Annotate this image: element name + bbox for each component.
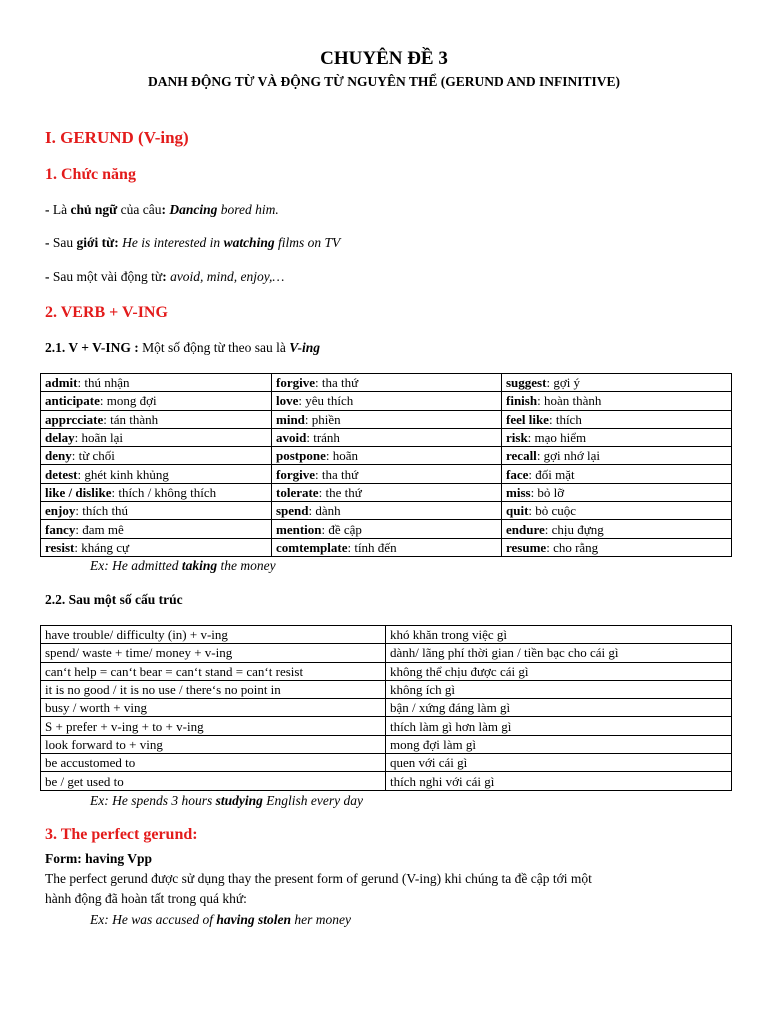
verb-word: miss xyxy=(506,484,531,500)
table-cell xyxy=(502,374,732,392)
subsection-heading-function: 1. Chức năng xyxy=(45,166,136,183)
verb-word: apprcciate xyxy=(45,411,104,427)
example-spends: Ex: He spends 3 hours studying English every day xyxy=(90,793,363,808)
verb-word: resume xyxy=(506,539,547,555)
verb-meaning: : mong đợi xyxy=(99,393,157,409)
structure-pattern: have trouble/ difficulty (in) + v-ing xyxy=(41,626,386,644)
verb-word: mention xyxy=(276,521,322,537)
bullet-verbs: - Sau một vài động từ: avoid, mind, enjoy,… xyxy=(45,269,285,284)
subsection-heading-verb-ving: 2. VERB + V-ING xyxy=(45,304,168,321)
table-cell xyxy=(502,428,732,446)
structure-meaning: khó khăn trong việc gì xyxy=(386,626,732,644)
table-cell xyxy=(272,392,502,410)
perfect-gerund-form: Form: having Vpp xyxy=(45,851,153,866)
table-row xyxy=(41,735,732,753)
verb-meaning: : thích / không thích xyxy=(111,484,217,500)
verb-word: resist xyxy=(45,539,75,555)
subsection-heading-perfect-gerund: 3. The perfect gerund: xyxy=(45,826,198,843)
table-cell xyxy=(502,520,732,538)
section-heading-gerund: I. GERUND (V-ing) xyxy=(45,128,189,147)
verb-word: quit xyxy=(506,503,529,519)
structure-pattern: be / get used to xyxy=(41,772,386,790)
table-cell xyxy=(502,392,732,410)
verb-meaning: : đề cập xyxy=(321,521,362,537)
table-row xyxy=(41,644,732,662)
structure-pattern: S + prefer + v-ing + to + v-ing xyxy=(41,717,386,735)
verb-word: comtemplate xyxy=(276,539,348,555)
verb-meaning: : ghét kinh khủng xyxy=(77,466,169,482)
verb-meaning: : đối mặt xyxy=(528,466,575,482)
example-admitted: Ex: He admitted taking the money xyxy=(90,558,276,573)
bullet-subject: - Là chủ ngữ của câu: Dancing bored him. xyxy=(45,202,279,217)
verb-word: forgive xyxy=(276,375,315,391)
verb-meaning: : hoãn xyxy=(325,448,358,464)
table-cell xyxy=(502,483,732,501)
table-cell xyxy=(41,392,272,410)
table-cell xyxy=(272,428,502,446)
table-cell xyxy=(41,428,272,446)
table-row xyxy=(41,772,732,790)
verb-meaning: : hoàn thành xyxy=(537,393,602,409)
verb-word: delay xyxy=(45,430,75,446)
structure-meaning: dành/ lãng phí thời gian / tiền bạc cho cái gì xyxy=(386,644,732,662)
table-cell xyxy=(41,465,272,483)
table-row xyxy=(41,662,732,680)
table-row xyxy=(41,502,732,520)
table-cell xyxy=(502,502,732,520)
verb-meaning: : cho rằng xyxy=(546,539,599,555)
perfect-gerund-desc-line2: hành động đã hoàn tất trong quá khứ: xyxy=(45,891,247,906)
verb-word: finish xyxy=(506,393,538,409)
verb-word: love xyxy=(276,393,299,409)
verb-meaning: : chịu đựng xyxy=(544,521,604,537)
table-row xyxy=(41,538,732,556)
verb-word: detest xyxy=(45,466,78,482)
page-subtitle: DANH ĐỘNG TỪ VÀ ĐỘNG TỪ NGUYÊN THỂ (GERUND AND INFINITIVE) xyxy=(147,74,621,89)
subsection-22-title: 2.2. Sau một số cấu trúc xyxy=(45,592,183,607)
table-row xyxy=(41,447,732,465)
verb-word: spend xyxy=(276,503,309,519)
structure-pattern: it is no good / it is no use / there‘s no point in xyxy=(41,680,386,698)
verb-ving-table xyxy=(40,373,732,557)
verb-meaning: : the thứ xyxy=(318,484,362,500)
structure-meaning: thích nghi với cái gì xyxy=(386,772,732,790)
structure-meaning: thích làm gì hơn làm gì xyxy=(386,717,732,735)
verb-word: risk xyxy=(506,430,528,446)
table-cell xyxy=(272,520,502,538)
table-row xyxy=(41,626,732,644)
table-cell xyxy=(272,410,502,428)
structure-pattern: be accustomed to xyxy=(41,754,386,772)
table-row xyxy=(41,699,732,717)
table-cell xyxy=(272,483,502,501)
structure-meaning: mong đợi làm gì xyxy=(386,735,732,753)
table-cell xyxy=(41,538,272,556)
verb-word: anticipate xyxy=(45,393,100,409)
verb-meaning: : bỏ cuộc xyxy=(528,503,577,519)
verb-meaning: : tha thứ xyxy=(314,375,359,391)
table-cell xyxy=(272,374,502,392)
example-accused: Ex: He was accused of having stolen her money xyxy=(90,912,351,927)
table-cell xyxy=(41,410,272,428)
verb-word: recall xyxy=(506,448,537,464)
table-row xyxy=(41,374,732,392)
verb-meaning: : gợi nhớ lại xyxy=(536,448,601,464)
verb-meaning: : bỏ lỡ xyxy=(530,484,565,500)
bullet-preposition: - Sau giới từ: He is interested in watching films on TV xyxy=(45,235,341,250)
table-cell xyxy=(502,538,732,556)
table-cell xyxy=(41,520,272,538)
structure-meaning: bận / xứng đáng làm gì xyxy=(386,699,732,717)
table-row xyxy=(41,392,732,410)
verb-word: face xyxy=(506,466,529,482)
verb-word: tolerate xyxy=(276,484,319,500)
table-cell xyxy=(272,538,502,556)
table-cell xyxy=(41,374,272,392)
verb-meaning: : phiền xyxy=(304,411,341,427)
structure-meaning: không thể chịu được cái gì xyxy=(386,662,732,680)
table-cell xyxy=(41,483,272,501)
verb-word: forgive xyxy=(276,466,315,482)
verb-meaning: : kháng cự xyxy=(74,539,130,555)
table-row xyxy=(41,520,732,538)
verb-meaning: : đam mê xyxy=(75,521,124,537)
table-cell xyxy=(272,502,502,520)
table-cell xyxy=(502,465,732,483)
verb-word: like / dislike xyxy=(45,484,112,500)
page-title: CHUYÊN ĐỀ 3 xyxy=(320,48,448,69)
table-cell xyxy=(502,410,732,428)
verb-meaning: : hoãn lại xyxy=(74,430,124,446)
verb-meaning: : dành xyxy=(308,503,341,519)
table-cell xyxy=(41,502,272,520)
verb-meaning: : tán thành xyxy=(103,411,159,427)
verb-meaning: : tính đến xyxy=(347,539,397,555)
structure-meaning: không ích gì xyxy=(386,680,732,698)
verb-word: fancy xyxy=(45,521,76,537)
verb-meaning: : thích xyxy=(548,411,582,427)
subsection-21-title: 2.1. V + V-ING : Một số động từ theo sau là V-ing xyxy=(45,340,321,355)
table-row xyxy=(41,680,732,698)
table-cell xyxy=(272,465,502,483)
verb-meaning: : tránh xyxy=(306,430,340,446)
table-row xyxy=(41,428,732,446)
verb-meaning: : mạo hiểm xyxy=(527,430,587,446)
verb-word: enjoy xyxy=(45,503,76,519)
structure-pattern: busy / worth + ving xyxy=(41,699,386,717)
structure-pattern: look forward to + ving xyxy=(41,735,386,753)
verb-meaning: : thú nhận xyxy=(77,375,130,391)
table-row xyxy=(41,483,732,501)
table-row xyxy=(41,410,732,428)
perfect-gerund-desc-line1: The perfect gerund được sử dụng thay the present form of gerund (V-ing) khi chúng ta đề cập tới một xyxy=(45,871,592,886)
table-cell xyxy=(272,447,502,465)
table-cell xyxy=(41,447,272,465)
table-row xyxy=(41,465,732,483)
verb-word: mind xyxy=(276,411,305,427)
structure-meaning: quen với cái gì xyxy=(386,754,732,772)
verb-word: endure xyxy=(506,521,545,537)
verb-word: suggest xyxy=(506,375,547,391)
verb-word: feel like xyxy=(506,411,549,427)
verb-meaning: : tha thứ xyxy=(314,466,359,482)
table-row xyxy=(41,717,732,735)
verb-meaning: : từ chối xyxy=(71,448,115,464)
structure-table xyxy=(40,625,732,791)
verb-word: avoid xyxy=(276,430,307,446)
verb-meaning: : thích thú xyxy=(75,503,129,519)
table-row xyxy=(41,754,732,772)
structure-pattern: spend/ waste + time/ money + v-ing xyxy=(41,644,386,662)
verb-meaning: : gợi ý xyxy=(546,375,581,391)
verb-word: postpone xyxy=(276,448,326,464)
verb-word: deny xyxy=(45,448,72,464)
table-cell xyxy=(502,447,732,465)
verb-meaning: : yêu thích xyxy=(298,393,354,409)
verb-word: admit xyxy=(45,375,78,391)
structure-pattern: can‘t help = can‘t bear = can‘t stand = can‘t resist xyxy=(41,662,386,680)
